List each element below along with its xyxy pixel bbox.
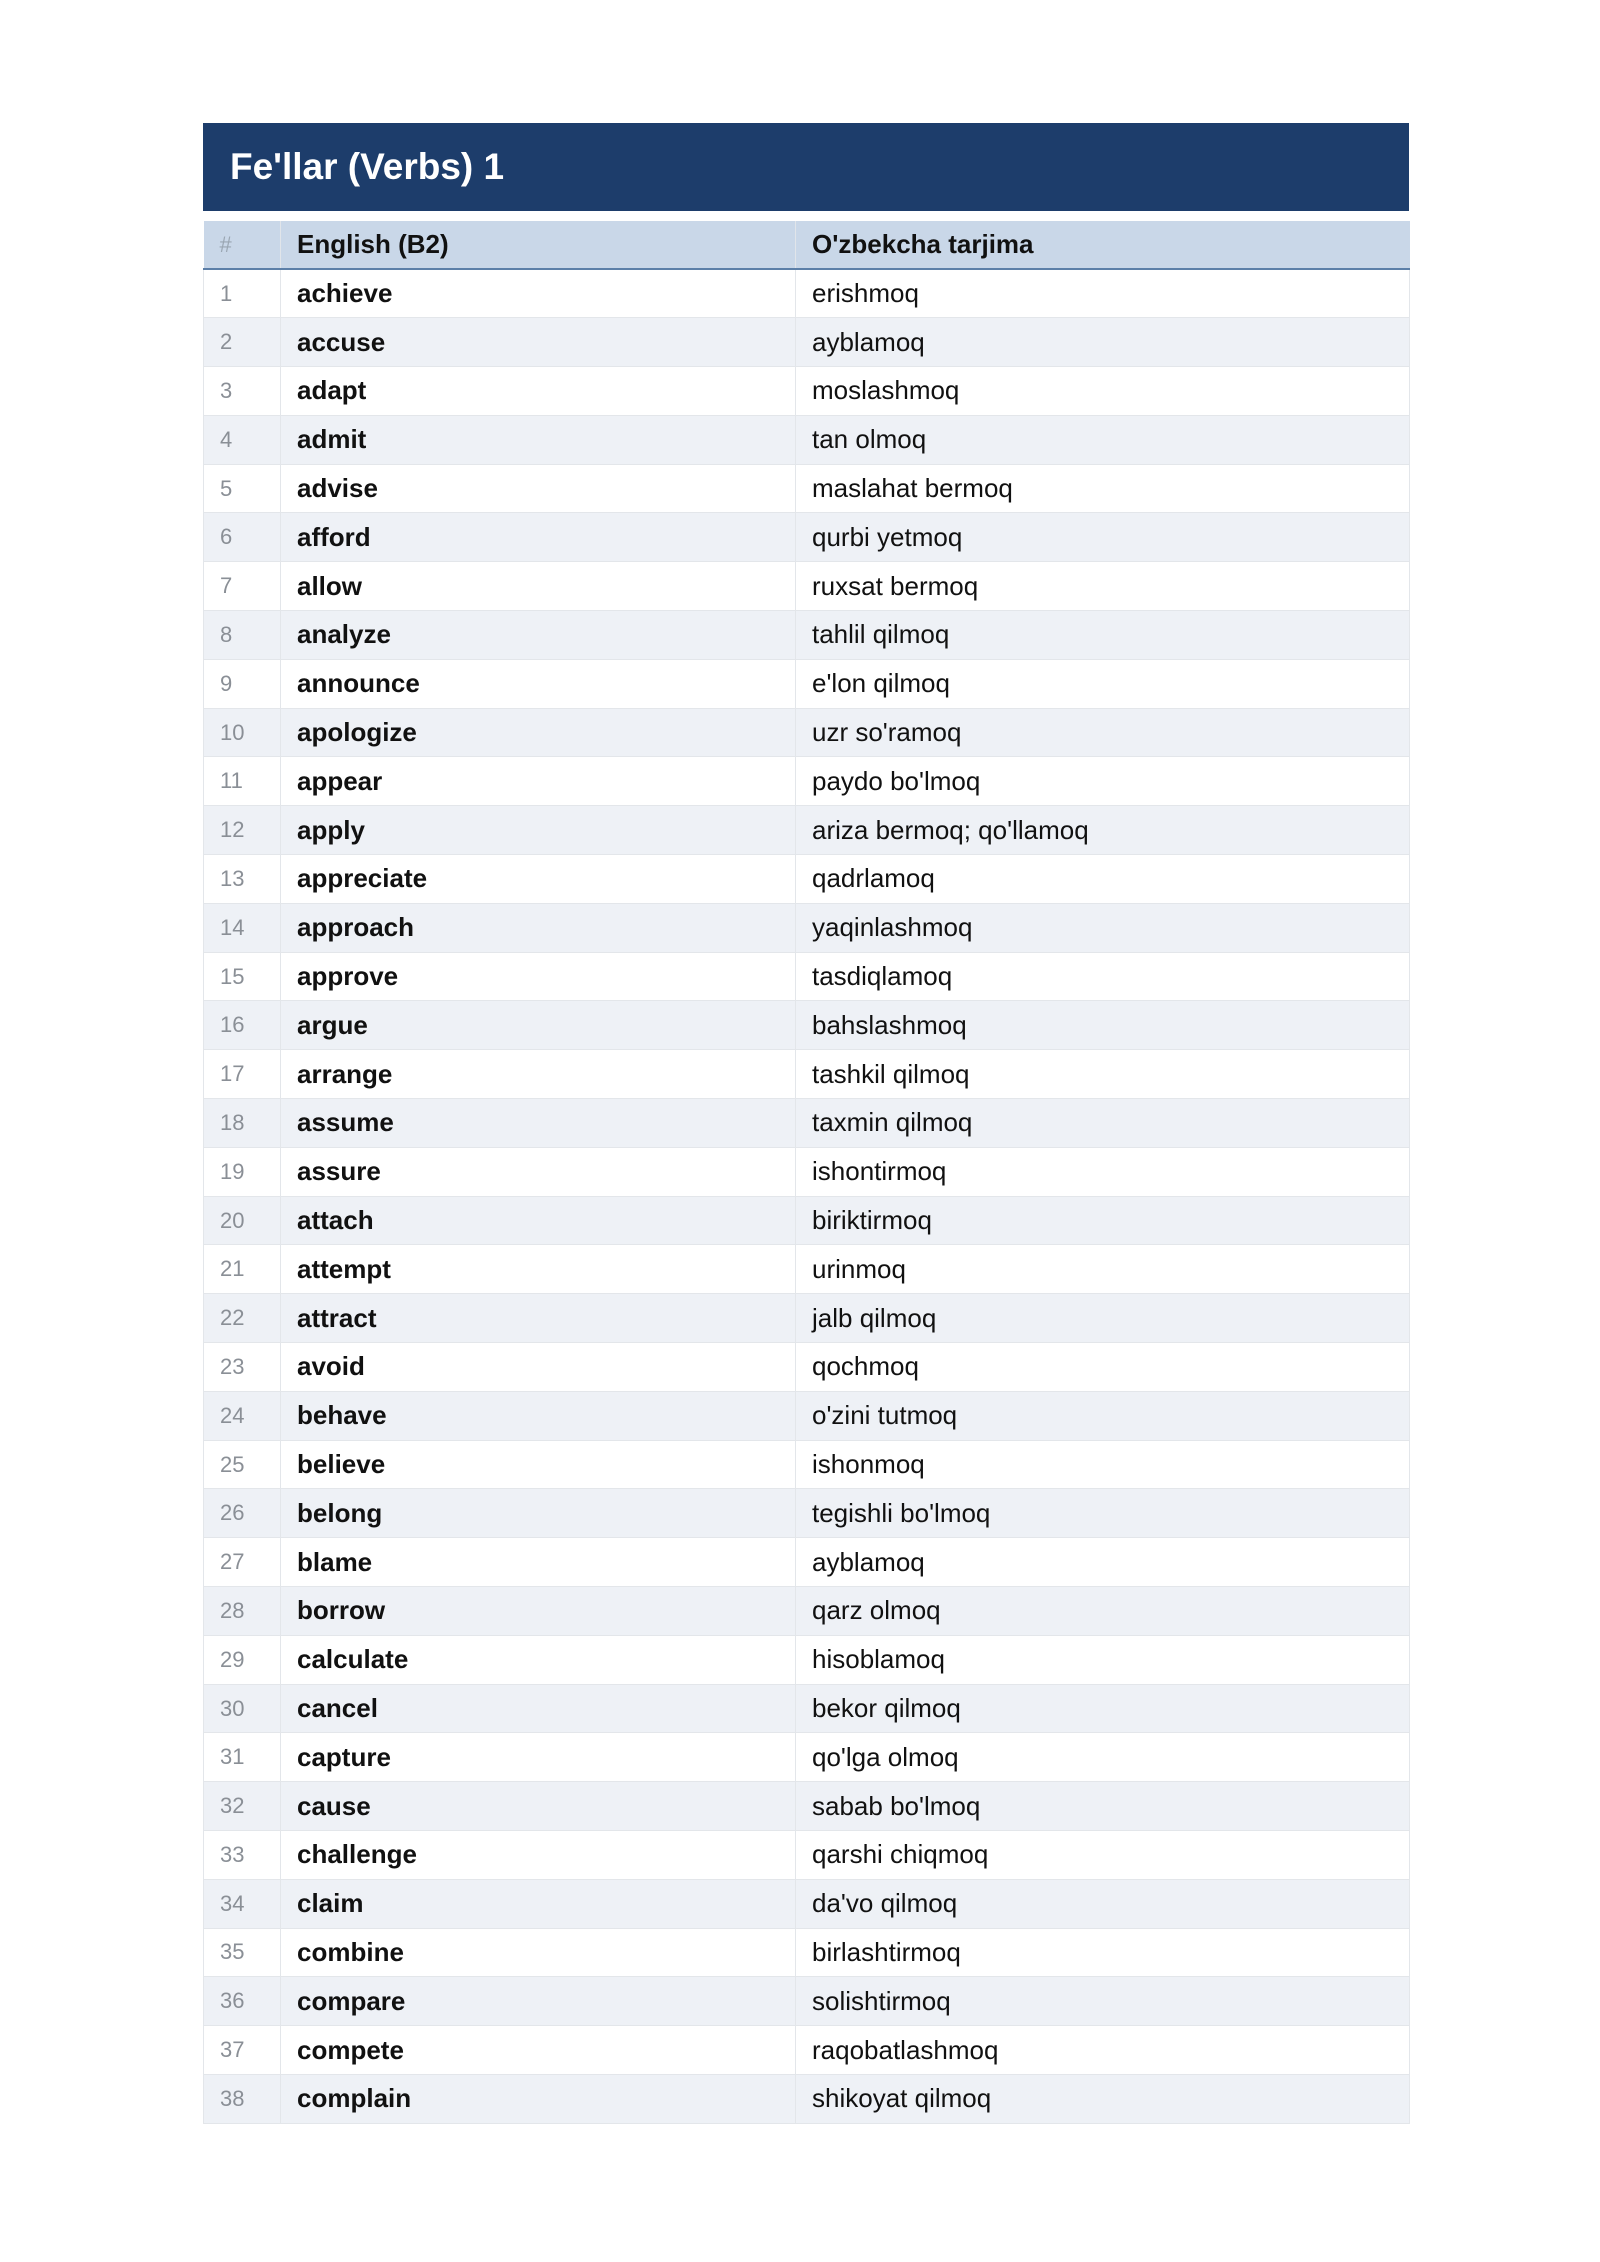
table-row (204, 952, 1410, 1001)
table-row (204, 1050, 1410, 1099)
table-row (204, 1684, 1410, 1733)
row-number: 26 (204, 1489, 281, 1538)
table-row (204, 1977, 1410, 2026)
row-number: 22 (204, 1294, 281, 1343)
english-word: assure (281, 1147, 796, 1196)
uzbek-translation: ruxsat bermoq (796, 562, 1410, 611)
uzbek-translation: qadrlamoq (796, 855, 1410, 904)
english-word: belong (281, 1489, 796, 1538)
uzbek-translation: biriktirmoq (796, 1196, 1410, 1245)
table-row (204, 1099, 1410, 1148)
row-number: 16 (204, 1001, 281, 1050)
english-word: compare (281, 1977, 796, 2026)
row-number: 11 (204, 757, 281, 806)
uzbek-translation: uzr so'ramoq (796, 708, 1410, 757)
table-row (204, 1733, 1410, 1782)
column-header-uzbek: O'zbekcha tarjima (796, 221, 1410, 269)
uzbek-translation: tashkil qilmoq (796, 1050, 1410, 1099)
uzbek-translation: taxmin qilmoq (796, 1099, 1410, 1148)
table-row (204, 806, 1410, 855)
uzbek-translation: qo'lga olmoq (796, 1733, 1410, 1782)
row-number: 17 (204, 1050, 281, 1099)
uzbek-translation: raqobatlashmoq (796, 2026, 1410, 2075)
table-row (204, 367, 1410, 416)
table-row (204, 1391, 1410, 1440)
english-word: claim (281, 1879, 796, 1928)
table-row (204, 318, 1410, 367)
row-number: 12 (204, 806, 281, 855)
row-number: 5 (204, 464, 281, 513)
table-row (204, 611, 1410, 660)
table-row (204, 1440, 1410, 1489)
row-number: 23 (204, 1343, 281, 1392)
uzbek-translation: hisoblamoq (796, 1635, 1410, 1684)
row-number: 35 (204, 1928, 281, 1977)
uzbek-translation: ariza bermoq; qo'llamoq (796, 806, 1410, 855)
row-number: 24 (204, 1391, 281, 1440)
uzbek-translation: qochmoq (796, 1343, 1410, 1392)
english-word: approve (281, 952, 796, 1001)
english-word: capture (281, 1733, 796, 1782)
uzbek-translation: paydo bo'lmoq (796, 757, 1410, 806)
column-header-english: English (B2) (281, 221, 796, 269)
vocabulary-table (203, 221, 1410, 2124)
vocabulary-sheet (203, 123, 1409, 2124)
table-row (204, 903, 1410, 952)
english-word: attract (281, 1294, 796, 1343)
english-word: arrange (281, 1050, 796, 1099)
uzbek-translation: shikoyat qilmoq (796, 2074, 1410, 2123)
row-number: 6 (204, 513, 281, 562)
uzbek-translation: ishonmoq (796, 1440, 1410, 1489)
table-row (204, 1294, 1410, 1343)
table-row (204, 1343, 1410, 1392)
table-row (204, 1538, 1410, 1587)
english-word: attempt (281, 1245, 796, 1294)
row-number: 29 (204, 1635, 281, 1684)
uzbek-translation: o'zini tutmoq (796, 1391, 1410, 1440)
table-row (204, 1782, 1410, 1831)
uzbek-translation: tan olmoq (796, 415, 1410, 464)
uzbek-translation: e'lon qilmoq (796, 659, 1410, 708)
english-word: avoid (281, 1343, 796, 1392)
table-row (204, 1196, 1410, 1245)
table-row (204, 269, 1410, 318)
table-row (204, 757, 1410, 806)
english-word: cause (281, 1782, 796, 1831)
table-row (204, 2074, 1410, 2123)
uzbek-translation: da'vo qilmoq (796, 1879, 1410, 1928)
row-number: 4 (204, 415, 281, 464)
row-number: 19 (204, 1147, 281, 1196)
row-number: 27 (204, 1538, 281, 1587)
row-number: 15 (204, 952, 281, 1001)
uzbek-translation: qarz olmoq (796, 1587, 1410, 1636)
english-word: admit (281, 415, 796, 464)
table-row (204, 708, 1410, 757)
table-row (204, 1001, 1410, 1050)
uzbek-translation: moslashmoq (796, 367, 1410, 416)
english-word: borrow (281, 1587, 796, 1636)
table-row (204, 464, 1410, 513)
english-word: calculate (281, 1635, 796, 1684)
row-number: 37 (204, 2026, 281, 2075)
row-number: 25 (204, 1440, 281, 1489)
table-row (204, 1635, 1410, 1684)
english-word: adapt (281, 367, 796, 416)
row-number: 34 (204, 1879, 281, 1928)
row-number: 36 (204, 1977, 281, 2026)
row-number: 20 (204, 1196, 281, 1245)
uzbek-translation: qurbi yetmoq (796, 513, 1410, 562)
table-header-row (204, 221, 1410, 269)
row-number: 14 (204, 903, 281, 952)
english-word: challenge (281, 1831, 796, 1880)
uzbek-translation: yaqinlashmoq (796, 903, 1410, 952)
english-word: announce (281, 659, 796, 708)
uzbek-translation: ishontirmoq (796, 1147, 1410, 1196)
english-word: accuse (281, 318, 796, 367)
english-word: appear (281, 757, 796, 806)
english-word: cancel (281, 1684, 796, 1733)
english-word: approach (281, 903, 796, 952)
table-row (204, 513, 1410, 562)
row-number: 9 (204, 659, 281, 708)
table-row (204, 1928, 1410, 1977)
table-row (204, 1245, 1410, 1294)
row-number: 1 (204, 269, 281, 318)
row-number: 7 (204, 562, 281, 611)
english-word: assume (281, 1099, 796, 1148)
row-number: 38 (204, 2074, 281, 2123)
row-number: 3 (204, 367, 281, 416)
uzbek-translation: tegishli bo'lmoq (796, 1489, 1410, 1538)
column-header-number: # (204, 221, 281, 269)
uzbek-translation: solishtirmoq (796, 1977, 1410, 2026)
table-row (204, 1587, 1410, 1636)
uzbek-translation: bahslashmoq (796, 1001, 1410, 1050)
table-body (204, 269, 1410, 2123)
row-number: 10 (204, 708, 281, 757)
english-word: apply (281, 806, 796, 855)
english-word: appreciate (281, 855, 796, 904)
english-word: blame (281, 1538, 796, 1587)
table-row (204, 855, 1410, 904)
uzbek-translation: qarshi chiqmoq (796, 1831, 1410, 1880)
row-number: 18 (204, 1099, 281, 1148)
row-number: 33 (204, 1831, 281, 1880)
row-number: 28 (204, 1587, 281, 1636)
uzbek-translation: tahlil qilmoq (796, 611, 1410, 660)
english-word: believe (281, 1440, 796, 1489)
row-number: 21 (204, 1245, 281, 1294)
table-row (204, 2026, 1410, 2075)
english-word: achieve (281, 269, 796, 318)
title-bar (203, 123, 1409, 211)
english-word: attach (281, 1196, 796, 1245)
uzbek-translation: maslahat bermoq (796, 464, 1410, 513)
table-row (204, 1831, 1410, 1880)
row-number: 2 (204, 318, 281, 367)
table-row (204, 1489, 1410, 1538)
uzbek-translation: tasdiqlamoq (796, 952, 1410, 1001)
row-number: 13 (204, 855, 281, 904)
english-word: advise (281, 464, 796, 513)
table-row (204, 562, 1410, 611)
table-row (204, 415, 1410, 464)
row-number: 32 (204, 1782, 281, 1831)
english-word: compete (281, 2026, 796, 2075)
table-row (204, 1879, 1410, 1928)
english-word: allow (281, 562, 796, 611)
english-word: combine (281, 1928, 796, 1977)
uzbek-translation: ayblamoq (796, 1538, 1410, 1587)
uzbek-translation: bekor qilmoq (796, 1684, 1410, 1733)
table-row (204, 659, 1410, 708)
english-word: analyze (281, 611, 796, 660)
row-number: 30 (204, 1684, 281, 1733)
uzbek-translation: sabab bo'lmoq (796, 1782, 1410, 1831)
row-number: 8 (204, 611, 281, 660)
page-title: Fe'llar (Verbs) 1 (230, 146, 505, 187)
uzbek-translation: erishmoq (796, 269, 1410, 318)
table-row (204, 1147, 1410, 1196)
uzbek-translation: ayblamoq (796, 318, 1410, 367)
uzbek-translation: urinmoq (796, 1245, 1410, 1294)
row-number: 31 (204, 1733, 281, 1782)
english-word: behave (281, 1391, 796, 1440)
english-word: complain (281, 2074, 796, 2123)
english-word: afford (281, 513, 796, 562)
uzbek-translation: birlashtirmoq (796, 1928, 1410, 1977)
english-word: argue (281, 1001, 796, 1050)
english-word: apologize (281, 708, 796, 757)
uzbek-translation: jalb qilmoq (796, 1294, 1410, 1343)
